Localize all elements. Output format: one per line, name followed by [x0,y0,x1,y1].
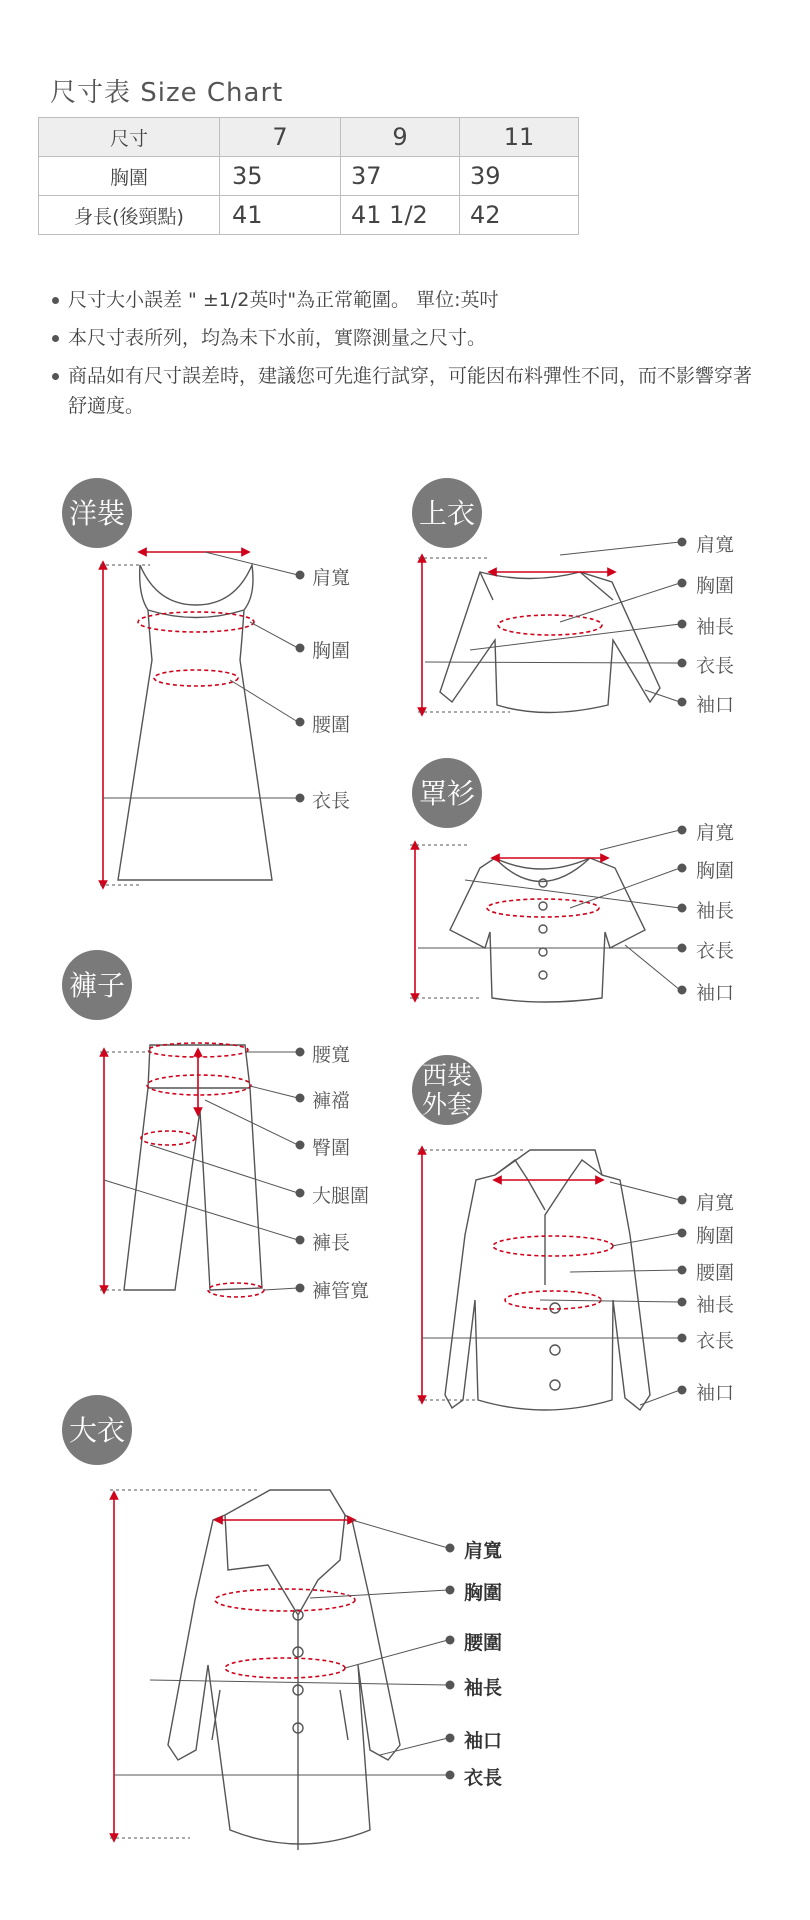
table-cell: 41 1/2 [341,196,460,235]
top-badge: 上衣 [412,478,482,548]
note-text: 尺寸大小誤差 " ±1/2英吋"為正常範圍。 單位:英吋 [68,289,499,311]
top-label-shoulder: 肩寬 [696,534,735,556]
dress-label-shoulder: 肩寬 [312,567,351,589]
pants-diagram [124,1045,262,1290]
coat-label-cuff: 袖口 [464,1730,503,1752]
page-title: 尺寸表 Size Chart [50,78,284,108]
pants-badge: 褲子 [62,950,132,1020]
blouse-badge: 罩衫 [412,758,482,828]
coat-diagram [168,1490,400,1850]
header-cell: 11 [460,118,579,157]
note-text: 商品如有尺寸誤差時，建議您可先進行試穿，可能因布料彈性不同，而不影響穿著舒適度。 [68,365,753,417]
pants-label-hem: 褲管寬 [312,1280,370,1302]
blazer-label-chest: 胸圍 [696,1225,735,1247]
blouse-label-length: 衣長 [696,940,735,962]
blazer-label-waist: 腰圍 [696,1262,735,1284]
table-cell: 37 [341,157,460,196]
coat-label-sleeve: 袖長 [464,1677,503,1699]
blazer-label-sleeve: 袖長 [696,1294,735,1316]
top-label-cuff: 袖口 [696,694,735,716]
top-label-chest: 胸圍 [696,575,735,597]
blouse-label-sleeve: 袖長 [696,900,735,922]
header-cell: 尺寸 [39,118,220,157]
blazer-label-length: 衣長 [696,1330,735,1352]
blazer-badge: 西裝 外套 [412,1055,482,1125]
blouse-label-chest: 胸圍 [696,860,735,882]
pants-label-rise: 褲襠 [312,1090,351,1112]
table-cell: 胸圍 [39,157,220,196]
blouse-diagram [450,858,645,1002]
dress-badge: 洋裝 [62,478,132,548]
table-cell: 身長(後頸點) [39,196,220,235]
coat-label-length: 衣長 [464,1767,503,1789]
header-cell: 7 [220,118,341,157]
dress-label-length: 衣長 [312,790,351,812]
dress-label-waist: 腰圍 [312,714,351,736]
leader-lines [103,538,686,1779]
blazer-label-shoulder: 肩寬 [696,1192,735,1214]
header-cell: 9 [341,118,460,157]
blouse-label-cuff: 袖口 [696,982,735,1004]
top-label-sleeve: 袖長 [696,616,735,638]
coat-label-shoulder: 肩寬 [464,1540,503,1562]
pants-label-thigh: 大腿圍 [312,1185,370,1207]
blazer-diagram [445,1150,650,1410]
dress-diagram [118,565,272,880]
coat-badge: 大衣 [62,1395,132,1465]
pants-label-waist: 腰寬 [312,1044,351,1066]
dress-label-chest: 胸圍 [312,640,351,662]
pants-label-length: 褲長 [312,1232,351,1254]
note-text: 本尺寸表所列，均為未下水前，實際測量之尺寸。 [68,327,487,349]
top-label-length: 衣長 [696,655,735,677]
blazer-label-cuff: 袖口 [696,1382,735,1404]
coat-label-chest: 胸圍 [464,1582,503,1604]
table-cell: 39 [460,157,579,196]
pants-label-hip: 臀圍 [312,1137,351,1159]
blouse-label-shoulder: 肩寬 [696,822,735,844]
table-cell: 41 [220,196,341,235]
table-cell: 42 [460,196,579,235]
top-diagram [440,572,660,713]
coat-label-waist: 腰圍 [464,1632,503,1654]
table-cell: 35 [220,157,341,196]
